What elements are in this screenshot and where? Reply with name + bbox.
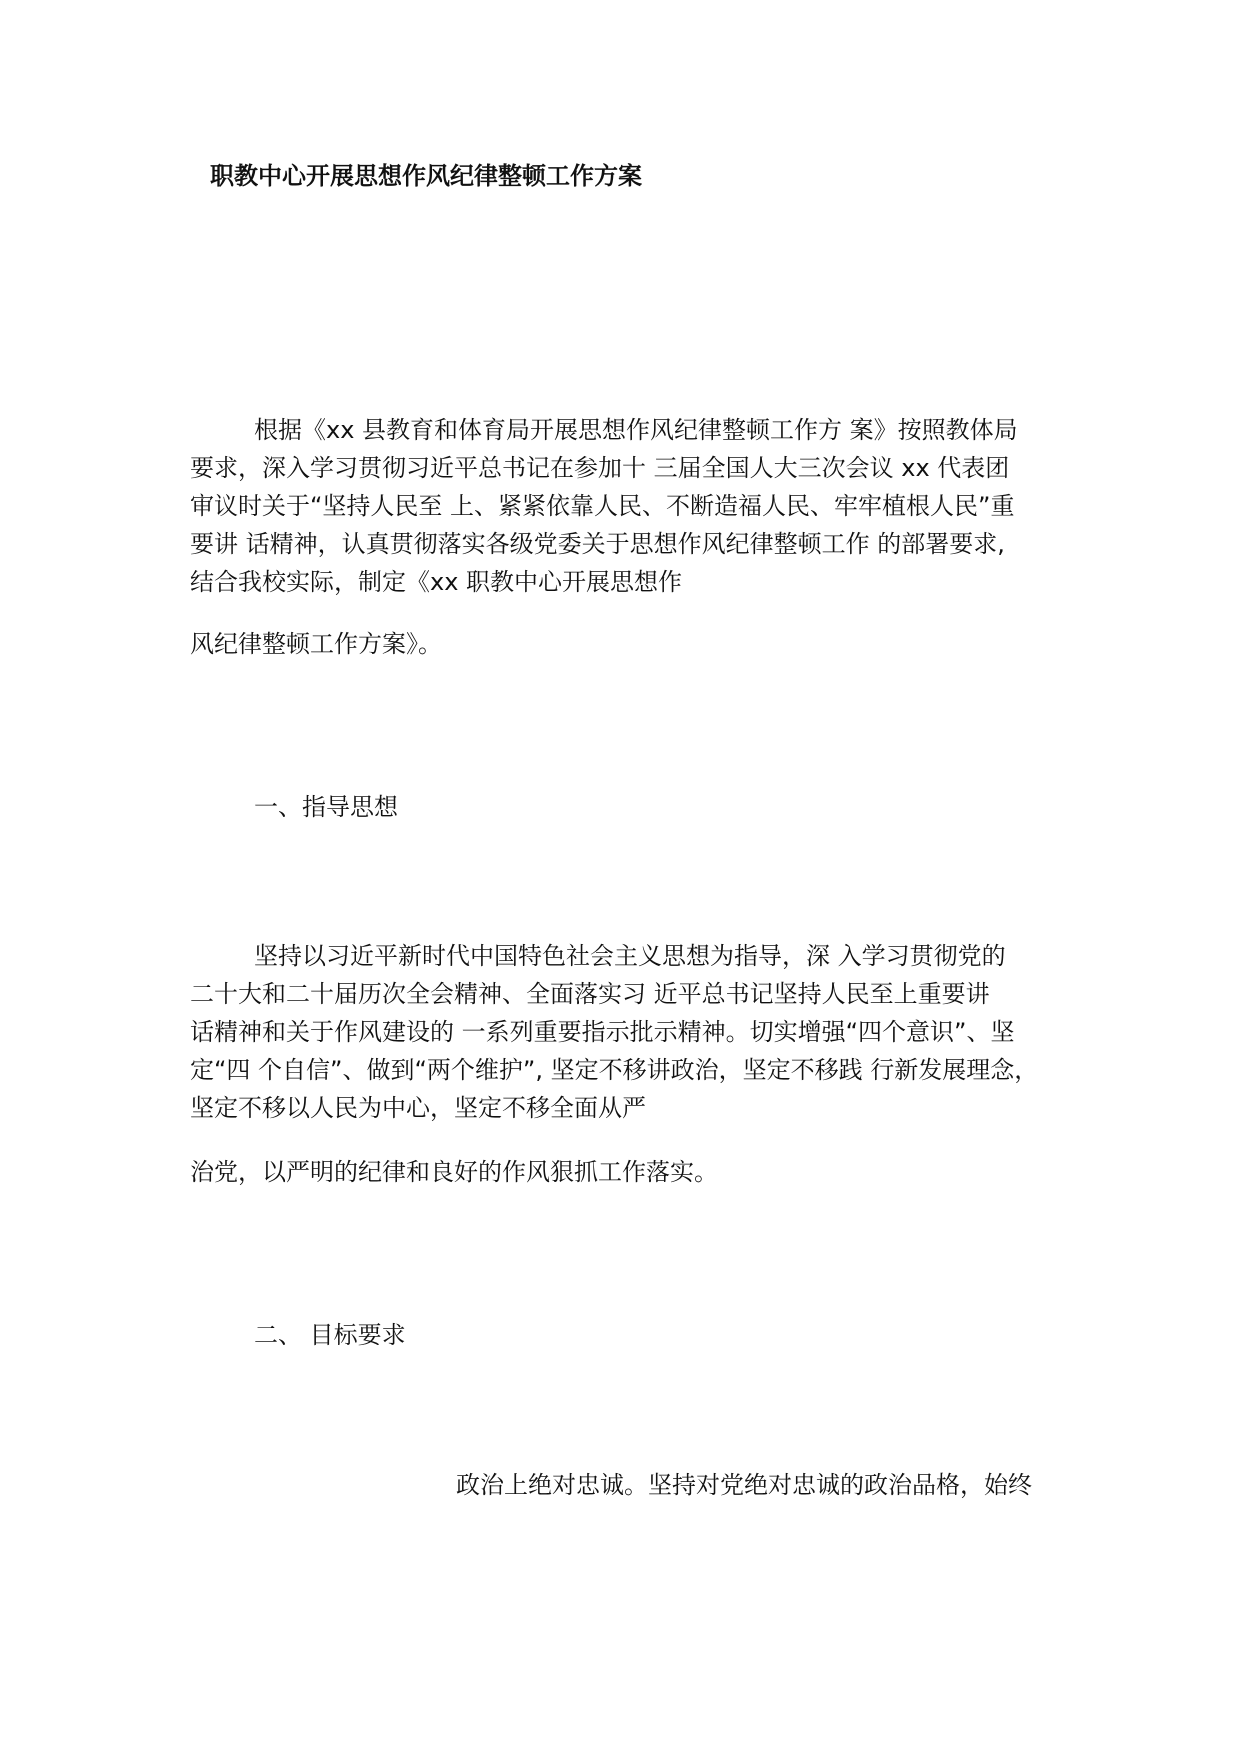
text-line: 话精神和关于作风建设的 一系列重要指示批示精神。切实增强“四个意识”、坚	[190, 1018, 1015, 1046]
document-title: 职教中心开展思想作风纪律整顿工作方案	[210, 162, 642, 190]
section-heading-guiding-ideology: 一、指导思想	[254, 793, 398, 821]
text-line: 坚持以习近平新时代中国特色社会主义思想为指导，深 入学习贯彻党的	[254, 942, 1006, 970]
text-line: 审议时关于“坚持人民至 上、紧紧依靠人民、不断造福人民、牢牢植根人民”重	[190, 492, 1015, 520]
text-line: 坚定不移以人民为中心，坚定不移全面从严	[190, 1094, 646, 1122]
paragraph-intro	[190, 411, 1070, 601]
paragraph-guiding-ideology	[190, 937, 1070, 1127]
paragraph-political-loyalty: 政治上绝对忠诚。坚持对党绝对忠诚的政治品格，始终	[456, 1471, 1032, 1499]
paragraph-intro-tail	[190, 625, 1070, 663]
text-line: 治党，以严明的纪律和良好的作风狠抓工作落实。	[190, 1158, 718, 1186]
text-line: 二十大和二十届历次全会精神、全面落实习 近平总书记坚持人民至上重要讲	[190, 980, 990, 1008]
text-line: 定“四 个自信”、做到“两个维护”, 坚定不移讲政治，坚定不移践 行新发展理念，	[190, 1056, 1039, 1084]
text-line: 要求，深入学习贯彻习近平总书记在参加十 三届全国人大三次会议 xx 代表团	[190, 454, 1010, 482]
section-heading-goals: 二、 目标要求	[254, 1321, 406, 1349]
text-line: 根据《xx 县教育和体育局开展思想作风纪律整顿工作方 案》按照教体局	[254, 416, 1018, 444]
text-line: 要讲 话精神，认真贯彻落实各级党委关于思想作风纪律整顿工作 的部署要求,	[190, 530, 1005, 558]
text-line: 风纪律整顿工作方案》。	[190, 630, 442, 658]
text-line: 结合我校实际，制定《xx 职教中心开展思想作	[190, 568, 683, 596]
paragraph-guiding-ideology-tail	[190, 1153, 1070, 1191]
